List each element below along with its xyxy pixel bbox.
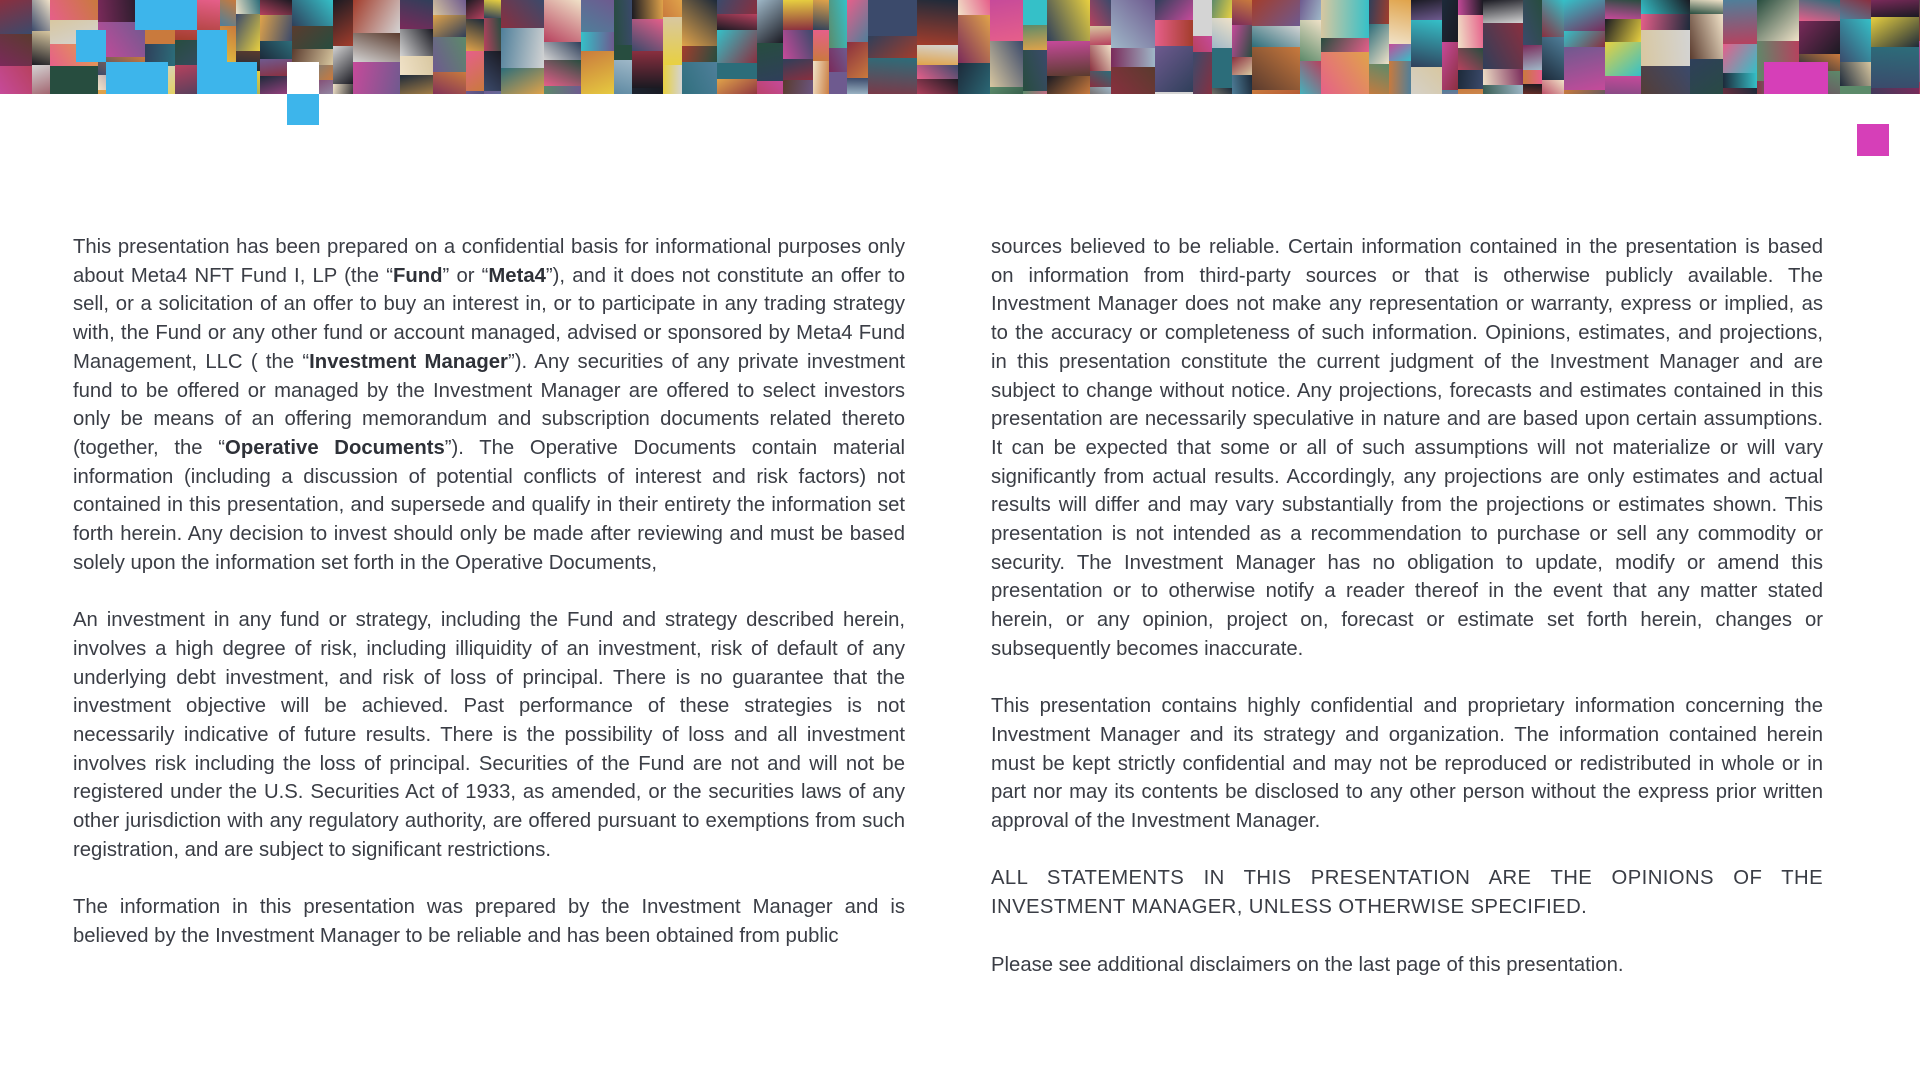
mosaic-tile (1111, 48, 1155, 67)
mosaic-tile (1871, 0, 1919, 17)
mosaic-tile (466, 0, 484, 19)
mosaic-tile (1690, 0, 1723, 14)
mosaic-tile (1232, 57, 1252, 75)
mosaic-tile (1840, 86, 1871, 94)
mosaic-tile (1090, 0, 1111, 26)
mosaic-tile (757, 43, 783, 81)
risk-paragraph: An investment in any fund or strategy, including the Fund and strategy described herein, involves a high degree of risk, including illiquidity of an investment, risk of default of any underlying debt investment, and risk of loss of principal. There is no guarantee that the investment objective will be achieved. Past performance of these strategies is not necessarily indicative of future results. There is the possibility of loss and all investment involves risk including the loss of principal. Securities of the Fund are not and will not be registered under the U.S. Securities Act of 1933, as amended, or the securities laws of any other jurisdiction with any regulatory authority, are offered pursuant to exemptions from such registration, and are subject to significant restrictions. (73, 609, 905, 861)
mosaic-tile (614, 45, 632, 60)
mosaic-tile (1047, 0, 1090, 41)
decor-blue-block (227, 62, 257, 94)
mosaic-tile (783, 59, 813, 80)
mosaic-tile (32, 0, 50, 31)
mosaic-tile (1321, 0, 1369, 38)
mosaic-tile (1155, 0, 1193, 20)
mosaic-tile (868, 58, 917, 94)
mosaic-tile (1442, 90, 1458, 94)
sources-paragraph: sources believed to be reliable. Certain information contained in the presentation is based on information from third-party sources or that is otherwise publicly available. The Investment Manager does not make any representation or warranty, express or implied, as to the accuracy or completeness of such information. Opinions, estimates, and projections, in this presentation constitute the current judgment of the Investment Manager and are subject to change without notice. Any projections, forecasts and estimates contained in this presentation are necessarily speculative in nature and are based upon certain assumptions. It can be expected that some or all of such assumptions will not materialize or will vary significantly from actual results. Accordingly, any projections are only estimates and actual results will differ and may vary substantially from the projections or estimates shown. This presentation is not intended as a recommendation to purchase or sell any commodity or security. The Investment Manager has no obligation to update, modify or amend this presentation or to otherwise notify a reader thereof in the event that any matter stated herein, or any opinion, project on, forecast or estimate set forth herein, changes or subsequently becomes inaccurate. (991, 236, 1823, 660)
mosaic-tile (1641, 66, 1690, 94)
mosaic-tile (484, 51, 501, 91)
mosaic-tile (220, 0, 236, 26)
mosaic-tile (1458, 89, 1483, 94)
mosaic-tile (32, 65, 50, 94)
mosaic-tile (1483, 69, 1523, 85)
mosaic-tile (990, 0, 1023, 41)
mosaic-tile (868, 36, 917, 58)
mosaic-tile (236, 14, 260, 51)
mosaic-tile (1523, 70, 1542, 84)
mosaic-tile (466, 19, 484, 51)
mosaic-tile (1542, 80, 1564, 94)
mosaic-tile (990, 87, 1023, 94)
mosaic-tile (1564, 90, 1605, 94)
decor-magenta-block (1857, 124, 1889, 156)
mosaic-tile (400, 56, 433, 75)
mosaic-tile (236, 0, 260, 14)
mosaic-tile (1389, 0, 1411, 44)
disclaimer-right-column (991, 233, 1823, 1008)
mosaic-tile (1690, 59, 1723, 94)
mosaic-tile (1300, 0, 1321, 20)
mosaic-tile (1321, 52, 1369, 94)
mosaic-tile (1300, 20, 1321, 61)
mosaic-tile (1193, 36, 1212, 52)
mosaic-tile (1723, 44, 1757, 73)
mosaic-tile (1564, 31, 1605, 47)
mosaic-tile (1047, 41, 1090, 76)
mosaic-tile (260, 0, 292, 15)
mosaic-tile (1369, 0, 1389, 24)
mosaic-tile (1321, 38, 1369, 52)
mosaic-tile (1155, 92, 1193, 94)
mosaic-tile (501, 0, 544, 28)
mosaic-tile (1605, 42, 1641, 76)
mosaic-tile (333, 84, 353, 94)
mosaic-tile (1090, 71, 1111, 87)
mosaic-tile (1389, 61, 1411, 94)
mosaic-tile (1155, 20, 1193, 46)
mosaic-tile (663, 0, 682, 17)
mosaic-tile (829, 48, 847, 72)
mosaic-tile (632, 0, 663, 19)
additional-disclaimers-note: Please see additional disclaimers on the last page of this presentation. (991, 953, 1624, 976)
mosaic-tile (757, 0, 783, 43)
mosaic-tile (958, 15, 990, 63)
mosaic-tile (1212, 18, 1232, 48)
mosaic-tile (829, 0, 847, 48)
mosaic-tile (1458, 0, 1483, 15)
mosaic-tile (632, 19, 663, 51)
mosaic-tile (1840, 19, 1871, 62)
mosaic-tile (581, 51, 614, 94)
mosaic-tile (1483, 23, 1523, 69)
mosaic-tile (717, 0, 757, 14)
mosaic-tile (433, 37, 466, 72)
mosaic-tile (990, 41, 1023, 87)
mosaic-tile (1799, 0, 1840, 21)
mosaic-tile (1641, 30, 1690, 66)
disclaimer-paragraph: This presentation has been prepared on a confidential basis for informational purposes only about Meta4 NFT Fund I, LP (the “Fund” or “Meta4”), and it does not constitute an offer to sell, or a solicitation of an offer to buy an interest in, or to participate in any trading strategy with, the Fund or any other fund or account managed, advised or sponsored by Meta4 Fund Management, LLC ( the “Investment Manager”). Any securities of any private investment fund to be offered or managed by the Investment Manager are offered to select investors only be means of an offering memorandum and subscription documents related thereto (together, the “Operative Documents”). The Operative Documents contain material information (including a discussion of potential conflicts of interest and risk factors) not contained in this presentation, and supersede and qualify in their entirety the information set forth herein. Any decision to invest should only be made after reviewing and must be based solely upon the information set forth in the Operative Documents, (73, 236, 906, 574)
mosaic-tile (1840, 0, 1871, 19)
mosaic-tile (1690, 14, 1723, 59)
mosaic-tile (292, 0, 333, 26)
mosaic-tile (544, 86, 581, 94)
mosaic-tile (400, 0, 433, 29)
mosaic-tile (581, 0, 614, 32)
mosaic-tile (353, 62, 400, 94)
mosaic-tile (1232, 25, 1252, 57)
mosaic-tile (1252, 47, 1300, 90)
mosaic-tile (847, 78, 868, 94)
mosaic-tile (1723, 88, 1757, 94)
mosaic-tile (847, 42, 868, 78)
mosaic-tile (1605, 76, 1641, 94)
mosaic-tile (1723, 73, 1757, 88)
mosaic-tile (1193, 0, 1212, 36)
decor-blue-block (76, 30, 106, 62)
mosaic-tile (1442, 42, 1458, 90)
decor-blue-block (197, 30, 227, 94)
mosaic-tile (1252, 90, 1300, 94)
mosaic-tile (1564, 0, 1605, 31)
mosaic-tile (1369, 24, 1389, 64)
mosaic-tile (1111, 0, 1155, 48)
mosaic-tile (1389, 44, 1411, 61)
mosaic-tile (1458, 15, 1483, 48)
mosaic-tile (1212, 88, 1232, 94)
mosaic-tile (958, 63, 990, 94)
mosaic-tile (1252, 0, 1300, 26)
mosaic-tile (1483, 0, 1523, 23)
mosaic-tile (333, 0, 353, 46)
decor-magenta-block (1764, 62, 1828, 94)
mosaic-tile (466, 91, 484, 94)
mosaic-tile (1300, 61, 1321, 94)
mosaic-tile (813, 61, 829, 94)
mosaic-tile (917, 79, 958, 94)
decor-blue-block (287, 94, 319, 125)
mosaic-tile (1111, 67, 1155, 94)
mosaic-tile (813, 0, 829, 30)
mosaic-tile (717, 79, 757, 94)
mosaic-tile (333, 46, 353, 84)
mosaic-tile (1840, 62, 1871, 86)
mosaic-tile (917, 45, 958, 65)
opinions-statement: ALL STATEMENTS IN THIS PRESENTATION ARE THE OPINIONS OF THE INVESTMENT MANAGER, UNLESS OTHERWISE SPECIFIED. (991, 867, 1823, 919)
mosaic-tile (353, 33, 400, 62)
mosaic-tile (663, 65, 682, 94)
mosaic-tile (614, 0, 632, 45)
mosaic-tile (1232, 0, 1252, 25)
mosaic-tile (717, 63, 757, 79)
mosaic-tile (1871, 88, 1919, 94)
mosaic-tile (682, 0, 717, 46)
mosaic-tile (757, 81, 783, 94)
mosaic-tile (501, 68, 544, 94)
mosaic-tile (433, 0, 466, 15)
mosaic-tile (1871, 17, 1919, 47)
mosaic-tile (0, 34, 32, 66)
mosaic-tile (260, 41, 292, 59)
mosaic-tile (50, 66, 98, 94)
mosaic-tile (466, 51, 484, 91)
mosaic-tile (433, 72, 466, 94)
mosaic-tile (1523, 0, 1542, 45)
mosaic-tile (917, 0, 958, 45)
mosaic-tile (1723, 0, 1757, 44)
mosaic-tile (1542, 37, 1564, 80)
mosaic-tile (1090, 45, 1111, 71)
mosaic-tile (1458, 48, 1483, 70)
mosaic-tile (847, 0, 868, 42)
mosaic-tile (32, 31, 50, 65)
mosaic-tile (1641, 14, 1690, 30)
mosaic-tile (1799, 21, 1840, 54)
mosaic-tile (1458, 70, 1483, 89)
mosaic-tile (544, 60, 581, 86)
mosaic-tile (292, 26, 333, 49)
mosaic-tile (484, 91, 501, 94)
mosaic-tile (717, 30, 757, 63)
mosaic-tile (1871, 47, 1919, 88)
confidentiality-paragraph: This presentation contains highly confidential and proprietary information concerning the Investment Manager and its strategy and organization. The information contained herein must be kept strictly confidential and may not be reproduced or redistributed in whole or in part nor may its contents be disclosed to any other person without the express prior written approval of the Investment Manager. (991, 695, 1823, 833)
mosaic-tile (813, 30, 829, 61)
mosaic-tile (1155, 46, 1193, 92)
mosaic-tile (632, 88, 663, 94)
mosaic-tile (260, 15, 292, 41)
mosaic-tile (1212, 0, 1232, 18)
mosaic-tile (1023, 25, 1047, 50)
mosaic-tile (783, 30, 813, 59)
mosaic-tile (1605, 0, 1641, 19)
mosaic-tile (1193, 52, 1212, 94)
mosaic-tile (682, 46, 717, 62)
disclaimer-left-column (73, 233, 905, 979)
mosaic-tile (1023, 91, 1047, 94)
mosaic-tile (1090, 87, 1111, 94)
decor-white-block (287, 62, 319, 94)
mosaic-tile (1483, 85, 1523, 94)
mosaic-tile (1605, 19, 1641, 42)
mosaic-tile (868, 0, 917, 36)
mosaic-tile (663, 17, 682, 65)
mosaic-tile (400, 75, 433, 94)
mosaic-tile (501, 28, 544, 68)
mosaic-tile (1090, 26, 1111, 45)
mosaic-tile (632, 51, 663, 88)
mosaic-tile (1212, 48, 1232, 88)
mosaic-tile (717, 14, 757, 30)
mosaic-tile (581, 32, 614, 51)
mosaic-tile (1023, 50, 1047, 91)
mosaic-tile (1411, 20, 1442, 67)
mosaic-tile (829, 72, 847, 94)
mosaic-tile (1023, 0, 1047, 25)
mosaic-tile (1411, 67, 1442, 94)
mosaic-tile (1757, 0, 1799, 41)
decor-blue-block (135, 0, 197, 30)
mosaic-tile (0, 0, 32, 34)
mosaic-tile (0, 66, 32, 94)
mosaic-tile (1542, 0, 1564, 37)
mosaic-tile (433, 15, 466, 37)
mosaic-tile (1232, 75, 1252, 94)
mosaic-tile (484, 18, 501, 51)
mosaic-tile (1641, 0, 1690, 14)
mosaic-tile (783, 0, 813, 30)
mosaic-tile (50, 0, 98, 20)
mosaic-tile (400, 29, 433, 56)
mosaic-tile (682, 62, 717, 94)
mosaic-tile (1369, 64, 1389, 94)
mosaic-tile (544, 42, 581, 60)
decor-blue-block (106, 62, 168, 94)
mosaic-tile (1047, 76, 1090, 94)
mosaic-tile (544, 0, 581, 42)
mosaic-tile (1523, 84, 1542, 94)
mosaic-tile (1442, 0, 1458, 42)
information-paragraph: The information in this presentation was prepared by the Investment Manager and is believed by the Investment Manager to be reliable and has been obtained from public (73, 896, 905, 947)
mosaic-tile (353, 0, 400, 33)
mosaic-tile (1564, 47, 1605, 90)
mosaic-tile (1252, 26, 1300, 47)
mosaic-tile (484, 0, 501, 18)
mosaic-tile (783, 80, 813, 94)
mosaic-tile (1411, 0, 1442, 20)
mosaic-tile (1523, 45, 1542, 70)
mosaic-tile (958, 0, 990, 15)
mosaic-tile (917, 65, 958, 79)
mosaic-tile (614, 60, 632, 94)
